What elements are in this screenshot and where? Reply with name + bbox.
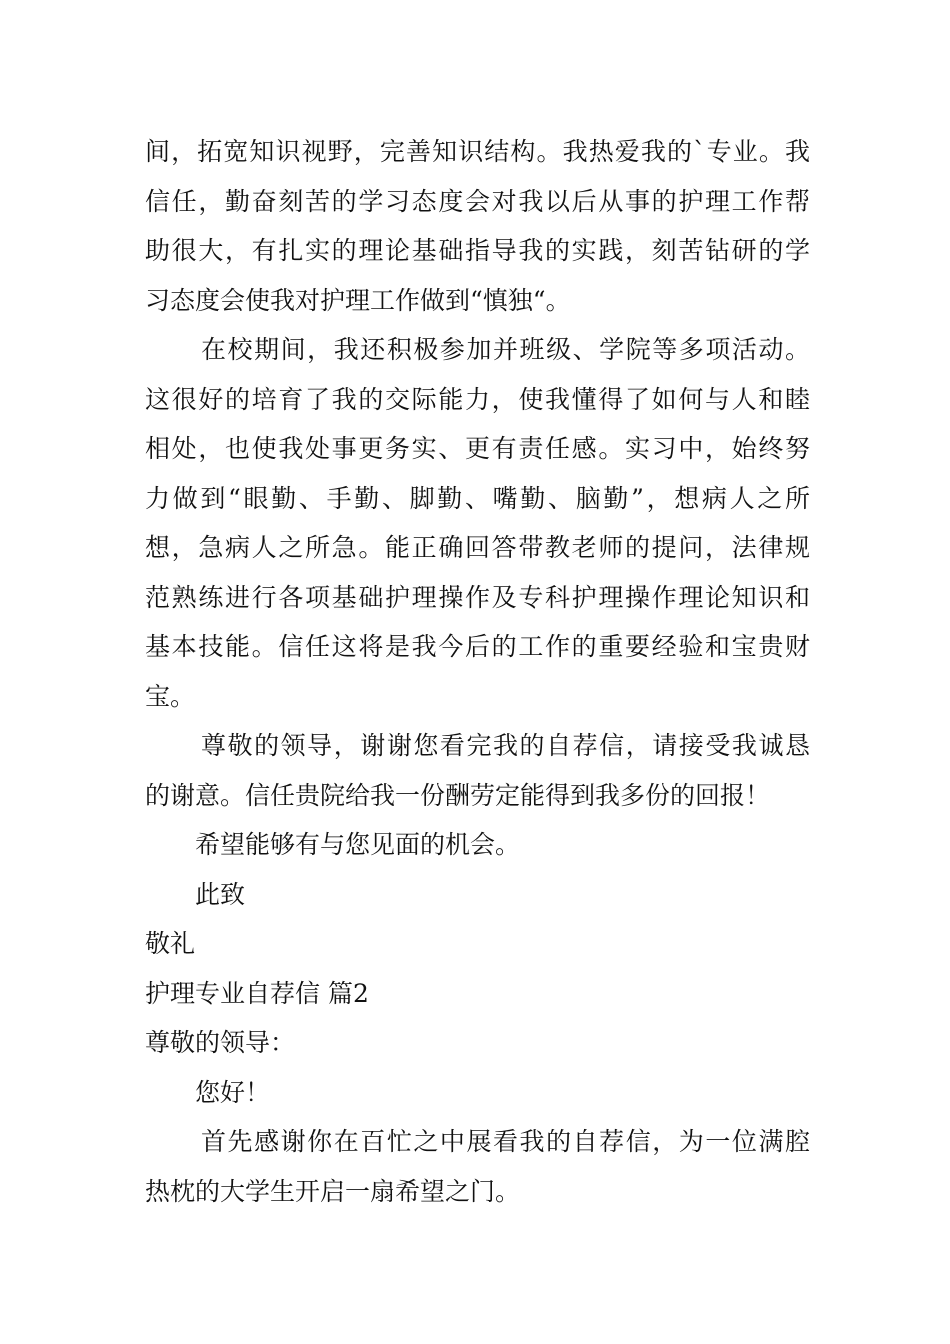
paragraph-start-line: 在校期间，我还积极参加并班级、学院等多项活动。	[201, 335, 810, 364]
text-line: 范熟练进行各项基础护理操作及专科护理操作理论知识和	[145, 582, 810, 612]
greeting-line: 尊敬的领导：	[145, 1028, 296, 1057]
letter-body	[145, 127, 810, 1216]
text-line: 间，拓宽知识视野，完善知识结构。我热爱我的`专业。我	[145, 137, 810, 166]
text-line: 基本技能。信任这将是我今后的工作的重要经验和宝贵财	[145, 632, 810, 661]
text-line: 信任，勤奋刻苦的学习态度会对我以后从事的护理工作帮	[145, 186, 810, 216]
text-line: 想，急病人之所急。能正确回答带教老师的提问，法律规	[145, 533, 810, 562]
text-line: 助很大，有扎实的理论基础指导我的实践，刻苦钻研的学	[145, 236, 810, 265]
closing-regards-line: 敬礼	[145, 929, 196, 958]
paragraph-start-line: 首先感谢你在百忙之中展看我的自荐信，为一位满腔	[201, 1127, 810, 1156]
text-line: 习态度会使我对护理工作做到“慎独“。	[145, 285, 571, 315]
text-line: 的谢意。信任贵院给我一份酬劳定能得到我多份的回报！	[145, 780, 771, 810]
text-line: 力做到“眼勤、手勤、脚勤、嘴勤、脑勤”，想病人之所	[145, 483, 810, 513]
text-line: 宝。	[145, 681, 196, 711]
closing-wish-line: 希望能够有与您见面的机会。	[195, 830, 521, 859]
text-line: 相处，也使我处事更务实、更有责任感。实习中，始终努	[145, 434, 810, 463]
text-line: 热枕的大学生开启一扇希望之门。	[145, 1176, 521, 1206]
section-heading: 护理专业自荐信 篇2	[145, 978, 369, 1008]
greeting-hello-line: 您好！	[195, 1077, 271, 1107]
closing-salutation-line: 此致	[195, 879, 246, 909]
text-line: 这很好的培育了我的交际能力，使我懂得了如何与人和睦	[145, 384, 810, 414]
paragraph-start-line: 尊敬的领导，谢谢您看完我的自荐信，请接受我诚恳	[201, 731, 810, 760]
